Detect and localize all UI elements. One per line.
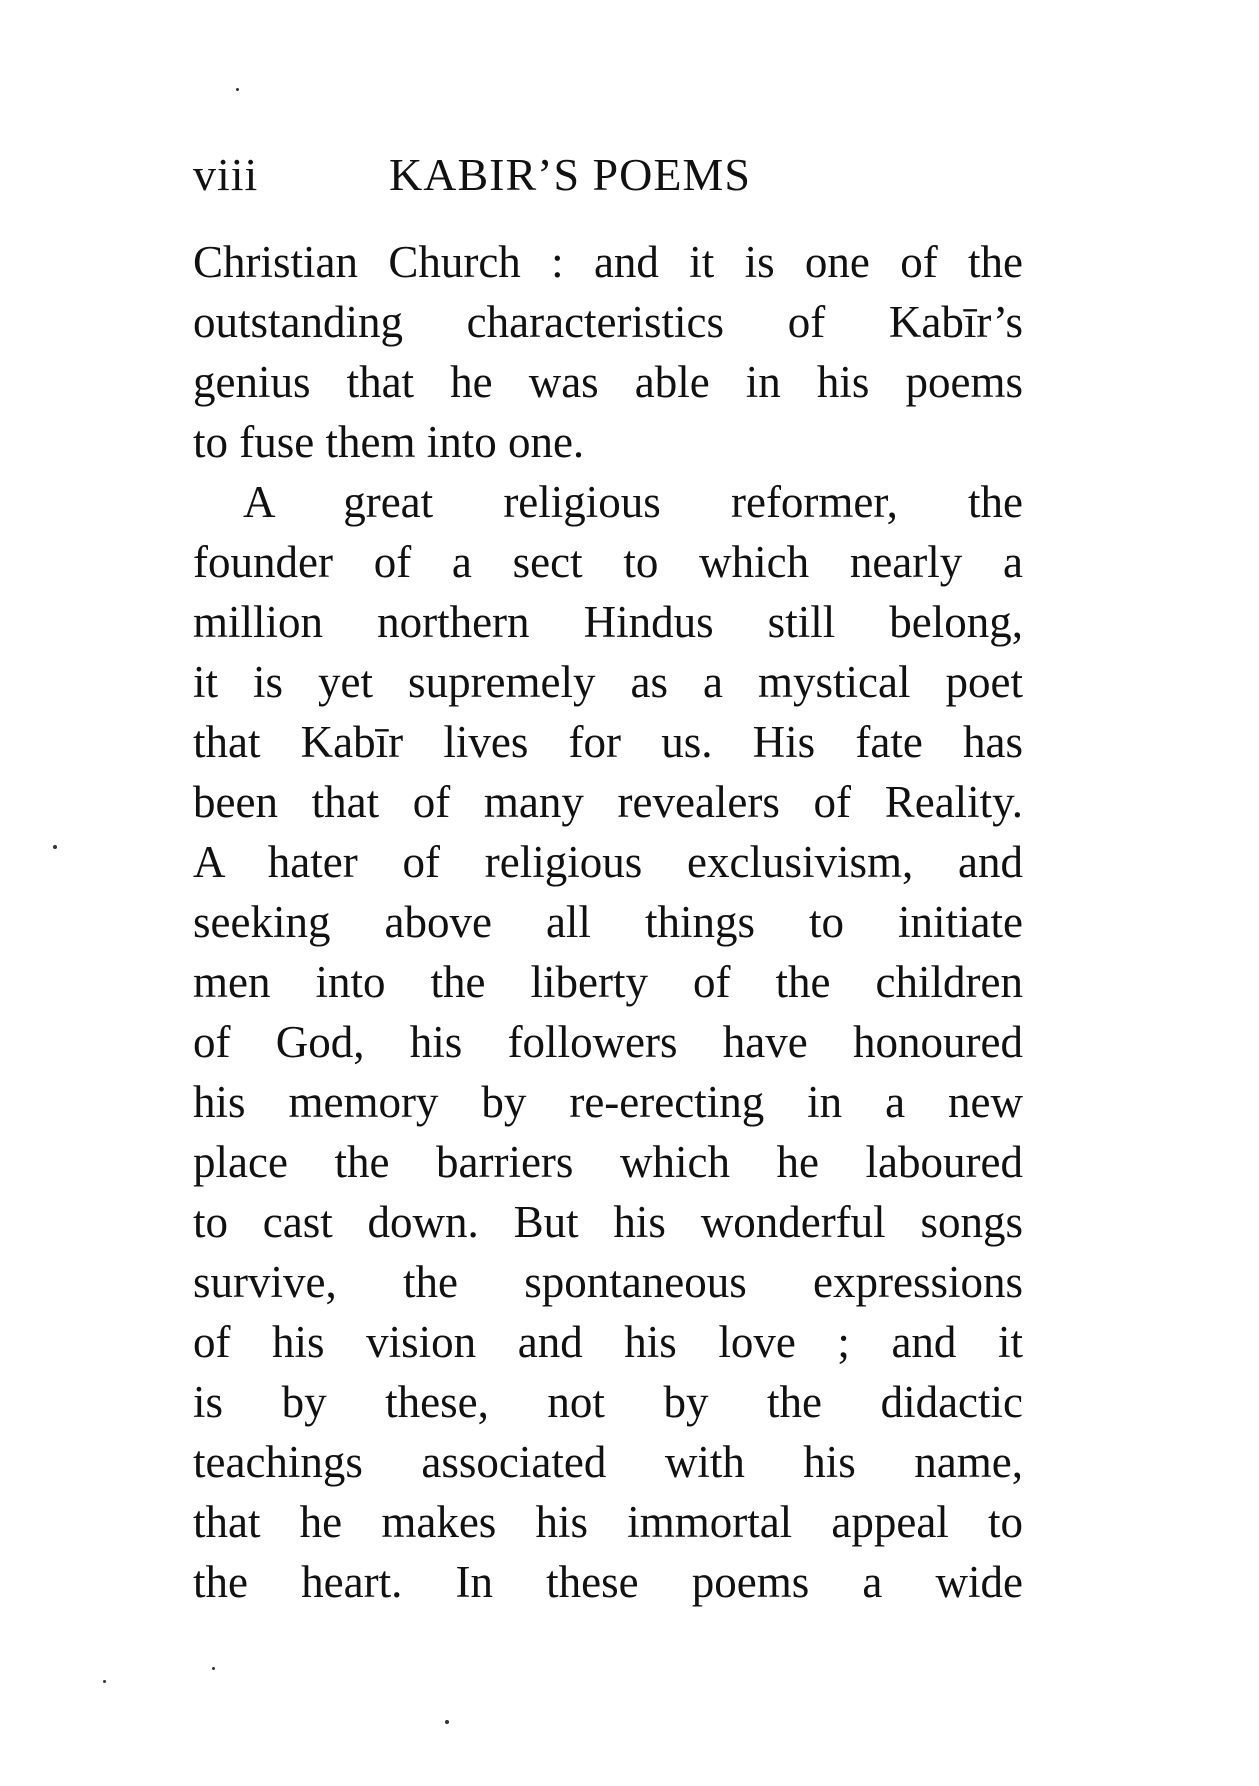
scan-speck (445, 1720, 449, 1724)
running-head (193, 142, 1023, 208)
text-line: of God, his followers have honoured (193, 1017, 1023, 1067)
text-line: seeking above all things to initiate (193, 897, 1023, 947)
scan-speck (212, 1667, 215, 1670)
page-number: viii (193, 149, 259, 200)
text-line: the heart. In these poems a wide (193, 1557, 1023, 1607)
text-line: survive, the spontaneous expressions (193, 1257, 1023, 1307)
paragraph-start-line: A great religious reformer, the (243, 477, 1023, 527)
text-line: that he makes his immortal appeal to (193, 1497, 1023, 1547)
body-text (193, 232, 1023, 1612)
paragraph-end-line: to fuse them into one. (193, 417, 585, 467)
text-line: million northern Hindus still belong, (193, 597, 1023, 647)
text-line: place the barriers which he laboured (193, 1137, 1023, 1187)
scan-speck (236, 88, 239, 91)
text-line: is by these, not by the didactic (193, 1377, 1023, 1427)
text-line: outstanding characteristics of Kabīr’s (193, 297, 1023, 347)
scan-speck (103, 1680, 106, 1683)
text-line: Christian Church : and it is one of the (193, 237, 1023, 287)
text-line: of his vision and his love ; and it (193, 1317, 1023, 1367)
text-line: to cast down. But his wonderful songs (193, 1197, 1023, 1247)
scan-speck (53, 845, 57, 849)
text-line: it is yet supremely as a mystical poet (193, 657, 1023, 707)
text-line: that Kabīr lives for us. His fate has (193, 717, 1023, 767)
text-line: A hater of religious exclusivism, and (193, 837, 1023, 887)
text-line: founder of a sect to which nearly a (193, 537, 1023, 587)
text-line: been that of many revealers of Reality. (193, 777, 1023, 827)
text-line: his memory by re-erecting in a new (193, 1077, 1023, 1127)
book-title: KABIR’S POEMS (389, 149, 751, 200)
text-line: genius that he was able in his poems (193, 357, 1023, 407)
text-line: teachings associated with his name, (193, 1437, 1023, 1487)
text-line: men into the liberty of the children (193, 957, 1023, 1007)
